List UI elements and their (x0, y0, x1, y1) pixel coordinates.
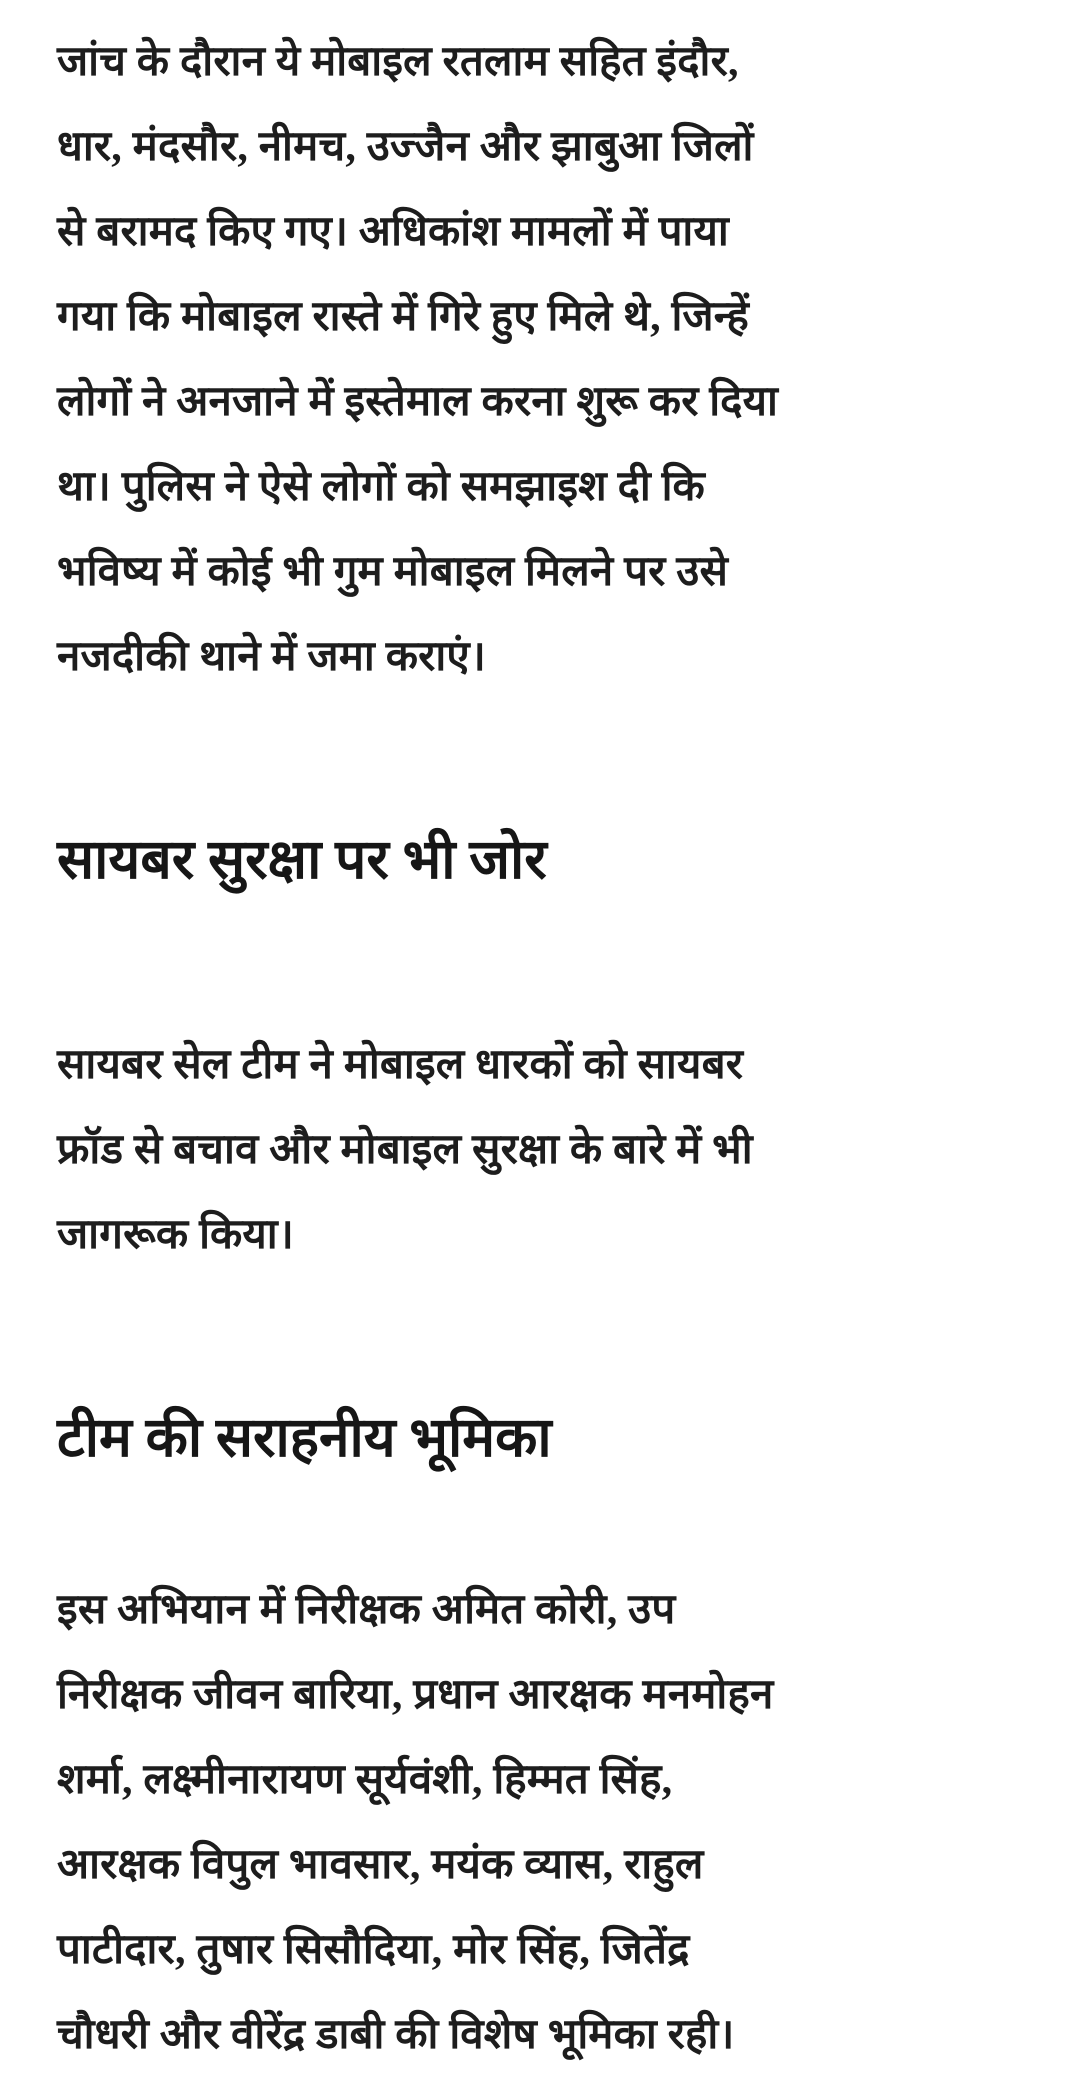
paragraph-line: भविष्य में कोई भी गुम मोबाइल मिलने पर उसे (57, 549, 729, 595)
paragraph-line: शर्मा, लक्ष्मीनारायण सूर्यवंशी, हिम्मत सिंह, (57, 1757, 673, 1803)
cyber-security-paragraph (57, 1023, 1038, 1278)
section-heading-team-role: टीम की सराहनीय भूमिका (57, 1407, 552, 1468)
paragraph-line: धार, मंदसौर, नीमच, उज्जैन और झाबुआ जिलों (57, 124, 754, 170)
paragraph-line: फ्रॉड से बचाव और मोबाइल सुरक्षा के बारे में भी (57, 1127, 753, 1173)
paragraph-line: से बरामद किए गए। अधिकांश मामलों में पाया (57, 209, 729, 255)
paragraph-line: लोगों ने अनजाने में इस्तेमाल करना शुरू कर दिया (57, 379, 779, 425)
paragraph-line: निरीक्षक जीवन बारिया, प्रधान आरक्षक मनमोहन (57, 1672, 774, 1718)
paragraph-line: पाटीदार, तुषार सिसौदिया, मोर सिंह, जितेंद्र (57, 1927, 690, 1973)
paragraph-line: चौधरी और वीरेंद्र डाबी की विशेष भूमिका रही। (57, 2012, 735, 2058)
paragraph-line: जागरूक किया। (57, 1212, 294, 1258)
intro-paragraph (57, 20, 1038, 700)
paragraph-line: था। पुलिस ने ऐसे लोगों को समझाइश दी कि (57, 464, 706, 510)
paragraph-line: नजदीकी थाने में जमा कराएं। (57, 634, 486, 680)
section-heading-cyber-security: सायबर सुरक्षा पर भी जोर (57, 829, 547, 890)
paragraph-line: इस अभियान में निरीक्षक अमित कोरी, उप (57, 1587, 676, 1633)
paragraph-line: सायबर सेल टीम ने मोबाइल धारकों को सायबर (57, 1042, 744, 1088)
team-role-paragraph (57, 1568, 1038, 2078)
paragraph-line: गया कि मोबाइल रास्ते में गिरे हुए मिले थे, जिन्हें (57, 294, 750, 340)
paragraph-line: आरक्षक विपुल भावसार, मयंक व्यास, राहुल (57, 1842, 704, 1888)
paragraph-line: जांच के दौरान ये मोबाइल रतलाम सहित इंदौर, (57, 39, 739, 85)
